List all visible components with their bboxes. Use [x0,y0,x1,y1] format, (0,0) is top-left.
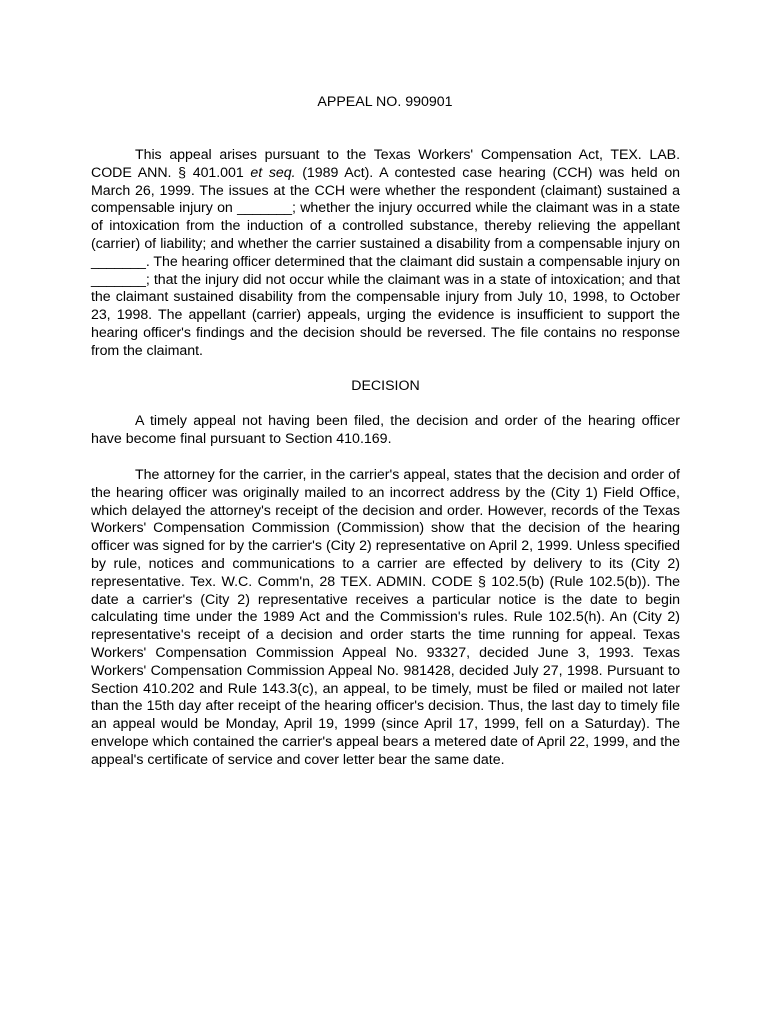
carrier-appeal-paragraph: The attorney for the carrier, in the carrier's appeal, states that the decision and order of the hearing officer was originally mailed to an incorrect address by the (City 1) Field Office, which delayed the attorney's receipt of the decision and order. However, records of the Texas Workers' Compensation Commission (Commission) show that the decision of the hearing officer was signed for by the carrier's (City 2) representative on April 2, 1999. Unless specified by rule, notices and communications to a carrier are effected by delivery to its (City 2) representative. Tex. W.C. Comm'n, 28 TEX. ADMIN. CODE § 102.5(b) (Rule 102.5(b)). The date a carrier's (City 2) representative receives a particular notice is the date to begin calculating time under the 1989 Act and the Commission's rules. Rule 102.5(h). An (City 2) representative's receipt of a decision and order starts the time running for appeal. Texas Workers' Compensation Commission Appeal No. 93327, decided June 3, 1993. Texas Workers' Compensation Commission Appeal No. 981428, decided July 27, 1998. Pursuant to Section 410.202 and Rule 143.3(c), an appeal, to be timely, must be filed or mailed not later than the 15th day after receipt of the hearing officer's decision. Thus, the last day to timely file an appeal would be Monday, April 19, 1999 (since April 17, 1999, fell on a Saturday). The envelope which contained the carrier's appeal bears a metered date of April 22, 1999, and the appeal's certificate of service and cover letter bear the same date. [91,466,680,768]
document-body [91,147,680,770]
appeal-title: APPEAL NO. 990901 [317,94,453,110]
intro-italic-citation: et seq. [250,164,296,181]
decision-paragraph: A timely appeal not having been filed, the decision and order of the hearing officer have become final pursuant to Section 410.169. [91,413,680,448]
intro-paragraph [91,147,680,361]
intro-text-part-2: (1989 Act). A contested case hearing (CCH) was held on March 26, 1999. The issues at the CCH were whether the respondent (claimant) sustained a compensable injury on _______; whether the injury occurred while the claimant was in a state of intoxication from the induction of a controlled substance, thereby relieving the appellant (carrier) of liability; and whether the carrier sustained a disability from a compensable injury on _______. The hearing officer determined that the claimant did sustain a compensable injury on _______; that the injury did not occur while the claimant was in a state of intoxication; and that the claimant sustained disability from the compensable injury from July 10, 1998, to October 23, 1998. The appellant (carrier) appeals, urging the evidence is insufficient to support the hearing officer's findings and the decision should be reversed. The file contains no response from the claimant. [91,164,681,359]
intro-text-part-1: This appeal arises pursuant to the Texas Workers' Compensation Act, TEX. LAB. CODE ANN. § 401.001 [91,147,680,181]
paragraph-spacer [91,449,680,467]
decision-heading: DECISION [351,377,420,394]
